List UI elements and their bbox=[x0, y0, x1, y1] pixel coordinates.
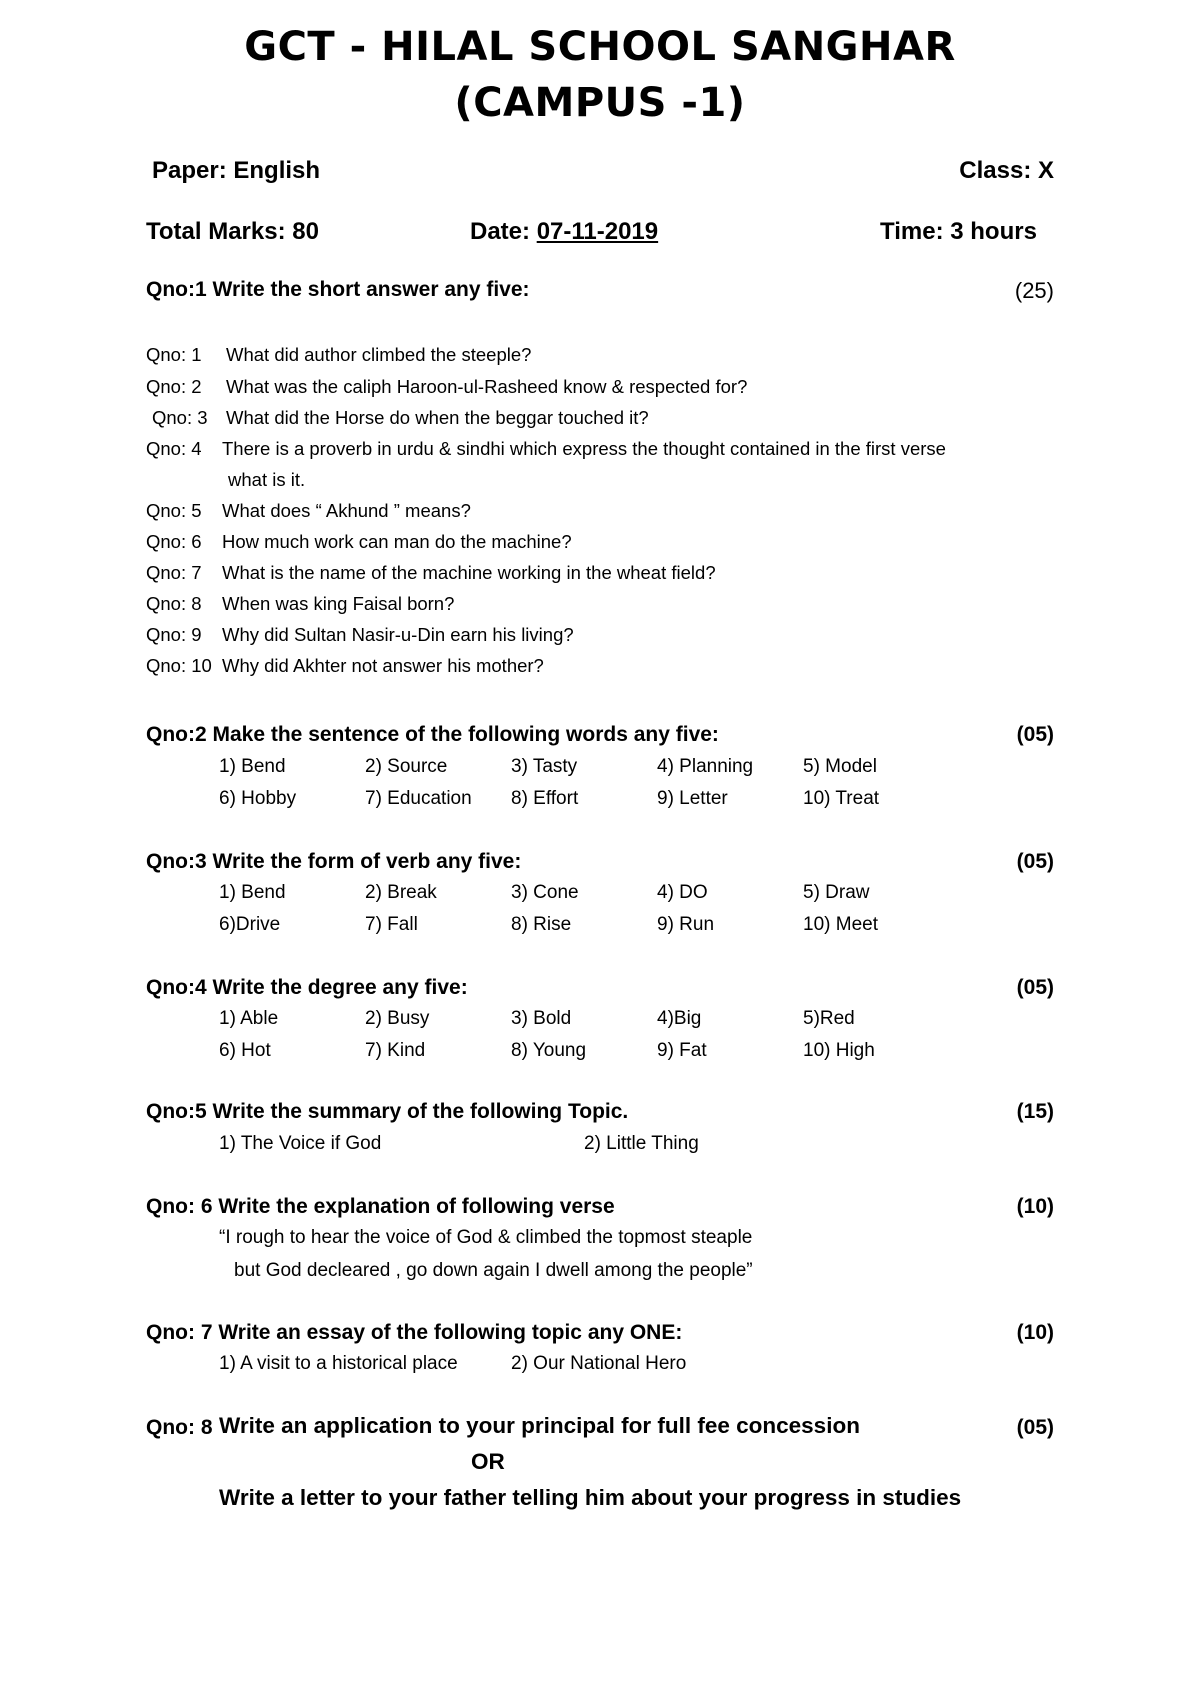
degree-item: 3) Bold bbox=[511, 1008, 572, 1029]
q1-item bbox=[146, 655, 544, 677]
q3-marks: (05) bbox=[1016, 850, 1054, 873]
verb-item: 8) Rise bbox=[511, 914, 572, 935]
degree-item: 6) Hot bbox=[219, 1040, 271, 1061]
degree-item: 2) Busy bbox=[365, 1008, 430, 1029]
q1-item-num: Qno: 6 bbox=[146, 531, 202, 552]
q1-item-text: What did the Horse do when the beggar touched it? bbox=[226, 407, 649, 428]
q1-item-num: Qno: 7 bbox=[146, 562, 202, 583]
q1-item-num: Qno: 5 bbox=[146, 500, 202, 521]
q1-item-num: Qno: 10 bbox=[146, 655, 212, 676]
q1-item-num: Qno: 3 bbox=[152, 407, 208, 428]
degree-item: 1) Able bbox=[219, 1008, 279, 1029]
q1-item-text: When was king Faisal born? bbox=[222, 593, 455, 614]
q8-or: OR bbox=[471, 1449, 505, 1474]
q1-item-text: How much work can man do the machine? bbox=[222, 531, 572, 552]
q1-heading: Qno:1 Write the short answer any five: bbox=[146, 278, 530, 301]
q1-item-num: Qno: 4 bbox=[146, 438, 202, 459]
q5-topic-2: 2) Little Thing bbox=[584, 1133, 699, 1154]
date-prefix: Date: bbox=[470, 218, 537, 245]
q1-item bbox=[146, 438, 946, 460]
q1-item-num: Qno: 1 bbox=[146, 344, 202, 365]
q1-item bbox=[146, 500, 471, 522]
verb-item: 9) Run bbox=[657, 914, 715, 935]
q1-item bbox=[146, 531, 572, 553]
paper-label: Paper: English bbox=[152, 157, 321, 184]
date-value: 07-11-2019 bbox=[536, 218, 659, 245]
q1-item-text: There is a proverb in urdu & sindhi which express the thought contained in the first verse bbox=[222, 438, 946, 459]
q1-item bbox=[146, 624, 574, 646]
degree-item: 7) Kind bbox=[365, 1040, 426, 1061]
q1-item-text: What was the caliph Haroon-ul-Rasheed know & respected for? bbox=[226, 376, 748, 397]
word-item: 9) Letter bbox=[657, 788, 728, 809]
q7-marks: (10) bbox=[1016, 1321, 1054, 1344]
date-label bbox=[470, 218, 658, 246]
q6-heading: Qno: 6 Write the explanation of following verse bbox=[146, 1195, 615, 1218]
verb-item: 7) Fall bbox=[365, 914, 418, 935]
q1-item bbox=[152, 407, 649, 429]
q1-item-text: Why did Sultan Nasir-u-Din earn his living? bbox=[222, 624, 574, 645]
q1-item-continuation: what is it. bbox=[228, 469, 306, 490]
word-item: 8) Effort bbox=[511, 788, 579, 809]
word-item: 6) Hobby bbox=[219, 788, 297, 809]
q6-verse-line2: but God decleared , go down again I dwell among the people” bbox=[234, 1260, 753, 1281]
q1-item bbox=[146, 562, 716, 584]
word-item: 10) Treat bbox=[803, 788, 880, 809]
verb-item: 1) Bend bbox=[219, 882, 286, 903]
q1-marks: (25) bbox=[1014, 278, 1054, 303]
word-item: 1) Bend bbox=[219, 756, 286, 777]
q1-item-text: What is the name of the machine working in the wheat field? bbox=[222, 562, 716, 583]
degree-item: 10) High bbox=[803, 1040, 875, 1061]
verb-item: 2) Break bbox=[365, 882, 437, 903]
class-label: Class: X bbox=[959, 157, 1054, 184]
q6-marks: (10) bbox=[1016, 1195, 1054, 1218]
q1-item-text: Why did Akhter not answer his mother? bbox=[222, 655, 544, 676]
degree-item: 4)Big bbox=[657, 1008, 702, 1029]
q1-item bbox=[146, 376, 747, 398]
school-title: GCT - HILAL SCHOOL SANGHAR bbox=[244, 24, 956, 70]
q7-topic-2: 2) Our National Hero bbox=[511, 1353, 687, 1374]
q3-heading: Qno:3 Write the form of verb any five: bbox=[146, 850, 522, 873]
q1-item bbox=[146, 593, 454, 615]
degree-item: 8) Young bbox=[511, 1040, 587, 1061]
word-item: 5) Model bbox=[803, 756, 877, 777]
time-label: Time: 3 hours bbox=[880, 218, 1037, 245]
q1-item bbox=[146, 344, 531, 366]
q2-heading: Qno:2 Make the sentence of the following words any five: bbox=[146, 723, 719, 746]
verb-item: 10) Meet bbox=[803, 914, 878, 935]
q5-topic-1: 1) The Voice if God bbox=[219, 1133, 382, 1154]
q8-option-1: Write an application to your principal for full fee concession bbox=[219, 1413, 860, 1438]
word-item: 7) Education bbox=[365, 788, 472, 809]
total-marks-label: Total Marks: 80 bbox=[146, 218, 319, 245]
q5-marks: (15) bbox=[1016, 1100, 1054, 1123]
verb-item: 6)Drive bbox=[219, 914, 281, 935]
q7-topic-1: 1) A visit to a historical place bbox=[219, 1353, 458, 1374]
campus-title: (CAMPUS -1) bbox=[454, 80, 746, 126]
q6-verse-line1: “I rough to hear the voice of God & climbed the topmost steaple bbox=[219, 1227, 753, 1248]
word-item: 4) Planning bbox=[657, 756, 754, 777]
q7-heading: Qno: 7 Write an essay of the following topic any ONE: bbox=[146, 1321, 683, 1344]
degree-item: 5)Red bbox=[803, 1008, 855, 1029]
q1-item-num: Qno: 9 bbox=[146, 624, 202, 645]
q1-item-num: Qno: 2 bbox=[146, 376, 202, 397]
q4-marks: (05) bbox=[1016, 976, 1054, 999]
word-item: 3) Tasty bbox=[511, 756, 578, 777]
q8-option-2: Write a letter to your father telling him about your progress in studies bbox=[219, 1485, 962, 1510]
degree-item: 9) Fat bbox=[657, 1040, 707, 1061]
verb-item: 3) Cone bbox=[511, 882, 579, 903]
q2-marks: (05) bbox=[1016, 723, 1054, 746]
q5-heading: Qno:5 Write the summary of the following Topic. bbox=[146, 1100, 629, 1123]
q1-item-text: What did author climbed the steeple? bbox=[226, 344, 532, 365]
q8-marks: (05) bbox=[1016, 1416, 1054, 1439]
word-item: 2) Source bbox=[365, 756, 448, 777]
q4-heading: Qno:4 Write the degree any five: bbox=[146, 976, 468, 999]
verb-item: 4) DO bbox=[657, 882, 708, 903]
q1-item-num: Qno: 8 bbox=[146, 593, 202, 614]
q8-number: Qno: 8 bbox=[146, 1416, 213, 1439]
verb-item: 5) Draw bbox=[803, 882, 870, 903]
q1-item-text: What does “ Akhund ” means? bbox=[222, 500, 471, 521]
